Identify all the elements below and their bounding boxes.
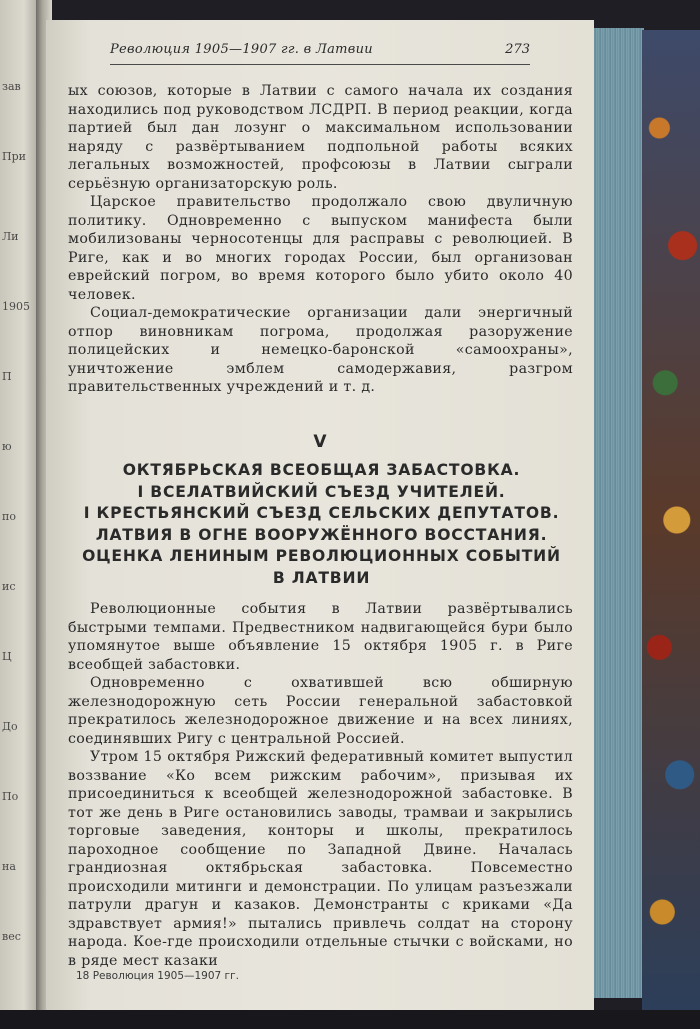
printer-signature: 18 Революция 1905—1907 гг. (76, 970, 239, 982)
paragraph: Революционные события в Латвии развёртывались быстрыми темпами. Предвестником надвигающейся бури было упомянутое выше объявление 15 октября 1905 г. в Риге всеобщей забастовки. (68, 601, 573, 673)
heading-line: В ЛАТВИИ (272, 568, 371, 587)
body-text-bottom (68, 600, 573, 970)
heading-line: ОЦЕНКА ЛЕНИНЫМ РЕВОЛЮЦИОННЫХ СОБЫТИЙ (82, 547, 561, 566)
left-page-edge (0, 0, 40, 1029)
paragraph: ых союзов, которые в Латвии с самого начала их создания находились под руководством ЛСДРП. В период реакции, когда партией был дан лозунг о максимальном использовании наряду с развёртыванием подпольной работы всяких легальных возможностей, профсоюзы в Латвии сыграли серьёзную организаторскую роль. (68, 83, 573, 192)
heading-line: I ВСЕЛАТВИЙСКИЙ СЪЕЗД УЧИТЕЛЕЙ. (137, 482, 506, 501)
paragraph: Социал-демократические организации дали энергичный отпор виновникам погрома, продолжая разоружение полицейских и немецко-баронской «самоохраны», уничтожение эмблем самодержавия, разгром правительственных учреждений и т. д. (68, 305, 573, 395)
section-heading (64, 460, 579, 590)
background-surface (0, 1010, 700, 1029)
left-page-text-fragment: Ли (2, 230, 19, 243)
paragraph: Царское правительство продолжало свою двуличную политику. Одновременно с выпуском манифеста были мобилизованы черносотенцы для расправы с революцией. В Риге, как и во многих городах России, был организован еврейский погром, во время которого было убито около 40 человек. (68, 194, 573, 303)
marbled-cover (642, 30, 700, 1010)
left-page-text-fragment: При (2, 150, 26, 163)
heading-line: ЛАТВИЯ В ОГНЕ ВООРУЖЁННОГО ВОССТАНИЯ. (95, 525, 548, 544)
running-head (110, 42, 530, 65)
body-text-top (68, 82, 573, 397)
book-page (46, 20, 594, 1010)
paragraph: Одновременно с охватившей всю обширную железнодорожную сеть России генеральной забастовкой прекратилось железнодорожное движение и на всех линиях, соединявших Ригу с центральной Россией. (68, 675, 573, 747)
left-page-text-fragment: П (2, 370, 12, 383)
left-page-text-fragment: 1905 (2, 300, 30, 313)
paragraph: Утром 15 октября Рижский федеративный комитет выпустил воззвание «Ко всем рижским рабочим», призывая их присоединиться к всеобщей железнодорожной забастовке. В тот же день в Риге остановились заводы, трамваи и закрылись торговые заведения, конторы и школы, прекратилось пароходное сообщение по Западной Двине. Началась грандиозная октябрьская забастовка. Повсеместно происходили митинги и демонстрации. По улицам разъезжали патрули драгун и казаков. Демонстранты с криками «Да здравствует армия!» пытались привлечь солдат на сторону народа. Кое-где происходили отдельные стычки с войсками, но в ряде мест казаки (68, 749, 573, 969)
left-page-text-fragment: зав (2, 80, 21, 93)
page-number: 273 (505, 42, 530, 57)
left-page-text-fragment: ис (2, 580, 16, 593)
left-page-text-fragment: До (2, 720, 18, 733)
left-page-text-fragment: на (2, 860, 16, 873)
page-edges (592, 28, 644, 998)
left-page-text-fragment: По (2, 790, 19, 803)
left-page-text-fragment: вес (2, 930, 21, 943)
left-page-text-fragment: по (2, 510, 16, 523)
heading-line: ОКТЯБРЬСКАЯ ВСЕОБЩАЯ ЗАБАСТОВКА. (122, 461, 521, 479)
running-head-title: Революция 1905—1907 гг. в Латвии (110, 42, 373, 57)
section-number: V (313, 432, 327, 452)
heading-line: I КРЕСТЬЯНСКИЙ СЪЕЗД СЕЛЬСКИХ ДЕПУТАТОВ. (83, 504, 560, 523)
left-page-text-fragment: Ц (2, 650, 12, 663)
left-page-text-fragment: ю (2, 440, 12, 453)
